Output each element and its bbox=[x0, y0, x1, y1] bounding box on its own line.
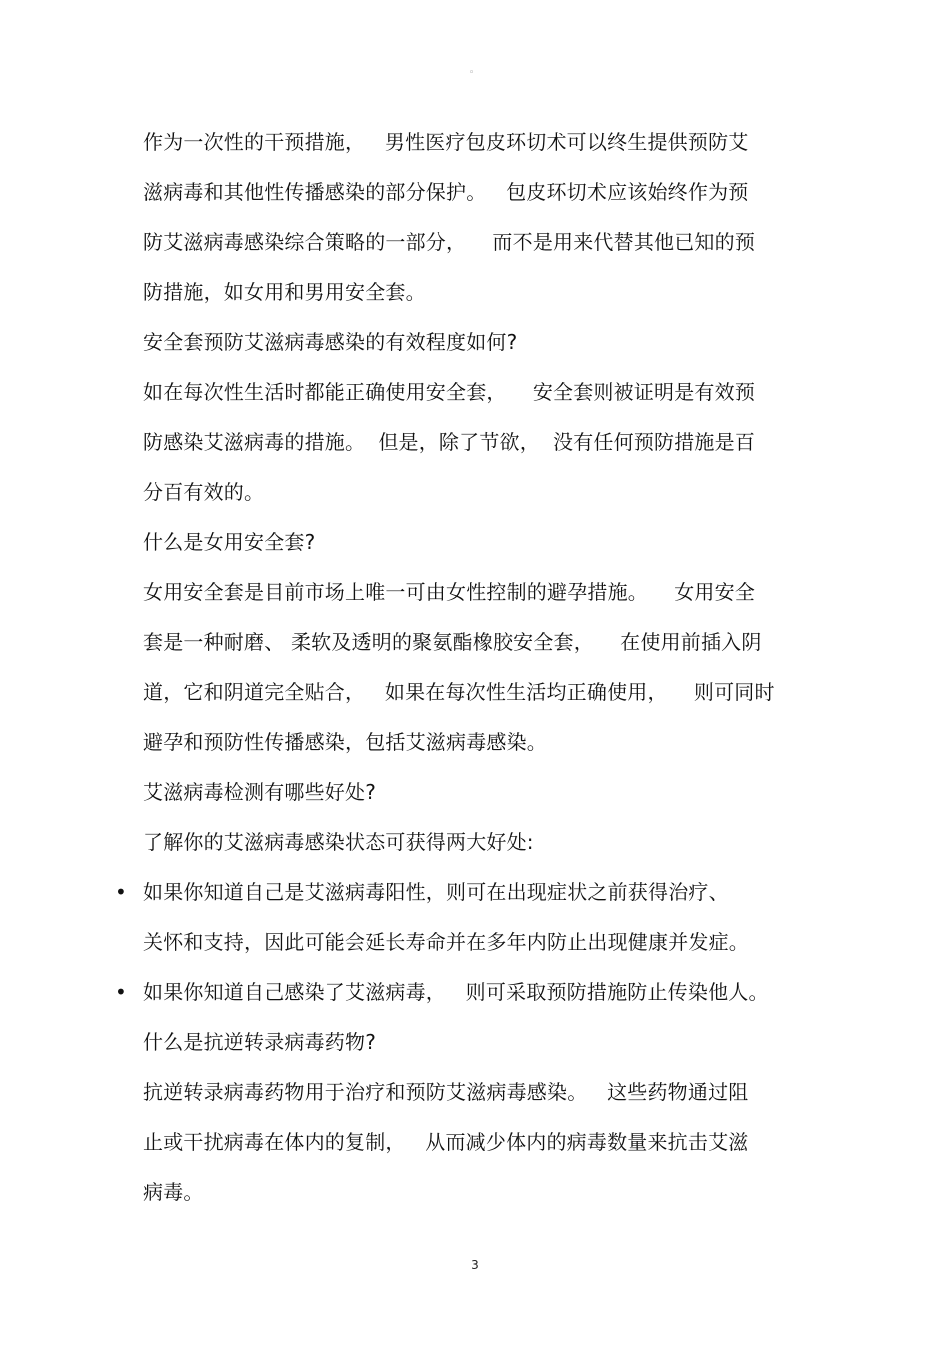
paragraph-line: 分百有效的。 bbox=[143, 480, 265, 504]
question-heading-testing: 艾滋病毒检测有哪些好处? bbox=[143, 780, 377, 804]
paragraph-line: 病毒。 bbox=[143, 1180, 204, 1204]
paragraph-female-condom bbox=[143, 567, 793, 767]
list-item bbox=[115, 967, 793, 1017]
page-number: 3 bbox=[471, 1258, 479, 1272]
paragraph-condom-effectiveness bbox=[143, 367, 793, 517]
paragraph-line: 套是一种耐磨、 柔软及透明的聚氨酯橡胶安全套， 在使用前插入阴 bbox=[143, 630, 762, 654]
paragraph-arv bbox=[143, 1067, 793, 1217]
list-item-line: 关怀和支持，因此可能会延长寿命并在多年内防止出现健康并发症。 bbox=[143, 930, 749, 954]
paragraph-line: 抗逆转录病毒药物用于治疗和预防艾滋病毒感染。 这些药物通过阻 bbox=[143, 1080, 749, 1104]
paragraph-line: 防措施，如女用和男用安全套。 bbox=[143, 280, 426, 304]
paragraph-line: 防艾滋病毒感染综合策略的一部分， 而不是用来代替其他已知的预 bbox=[143, 230, 756, 254]
question-heading-condom: 安全套预防艾滋病毒感染的有效程度如何? bbox=[143, 330, 518, 354]
paragraph-line: 女用安全套是目前市场上唯一可由女性控制的避孕措施。 女用安全 bbox=[143, 580, 756, 604]
bullet-icon: • bbox=[115, 880, 127, 904]
paragraph-line: 滋病毒和其他性传播感染的部分保护。 包皮环切术应该始终作为预 bbox=[143, 180, 749, 204]
bullet-icon: • bbox=[115, 980, 127, 1004]
question-heading-female-condom: 什么是女用安全套? bbox=[143, 530, 316, 554]
list-item-line: 如果你知道自己是艾滋病毒阳性，则可在出现症状之前获得治疗、 bbox=[143, 880, 729, 904]
paragraph-line: 避孕和预防性传播感染，包括艾滋病毒感染。 bbox=[143, 730, 547, 754]
paragraph-circumcision bbox=[143, 117, 793, 317]
header-mark: ◦ bbox=[469, 68, 475, 78]
list-item-line: 如果你知道自己感染了艾滋病毒， 则可采取预防措施防止传染他人。 bbox=[143, 980, 769, 1004]
paragraph-line: 作为一次性的干预措施， 男性医疗包皮环切术可以终生提供预防艾 bbox=[143, 130, 749, 154]
paragraph-line: 止或干扰病毒在体内的复制， 从而减少体内的病毒数量来抗击艾滋 bbox=[143, 1130, 749, 1154]
paragraph-line: 道，它和阴道完全贴合， 如果在每次性生活均正确使用， 则可同时 bbox=[143, 680, 775, 704]
paragraph-line: 防感染艾滋病毒的措施。 但是，除了节欲， 没有任何预防措施是百 bbox=[143, 430, 756, 454]
paragraph-line: 如在每次性生活时都能正确使用安全套， 安全套则被证明是有效预 bbox=[143, 380, 756, 404]
list-item bbox=[115, 867, 793, 967]
paragraph-testing-intro: 了解你的艾滋病毒感染状态可获得两大好处: bbox=[143, 830, 534, 854]
question-heading-arv: 什么是抗逆转录病毒药物? bbox=[143, 1030, 377, 1054]
document-body bbox=[115, 117, 793, 1217]
